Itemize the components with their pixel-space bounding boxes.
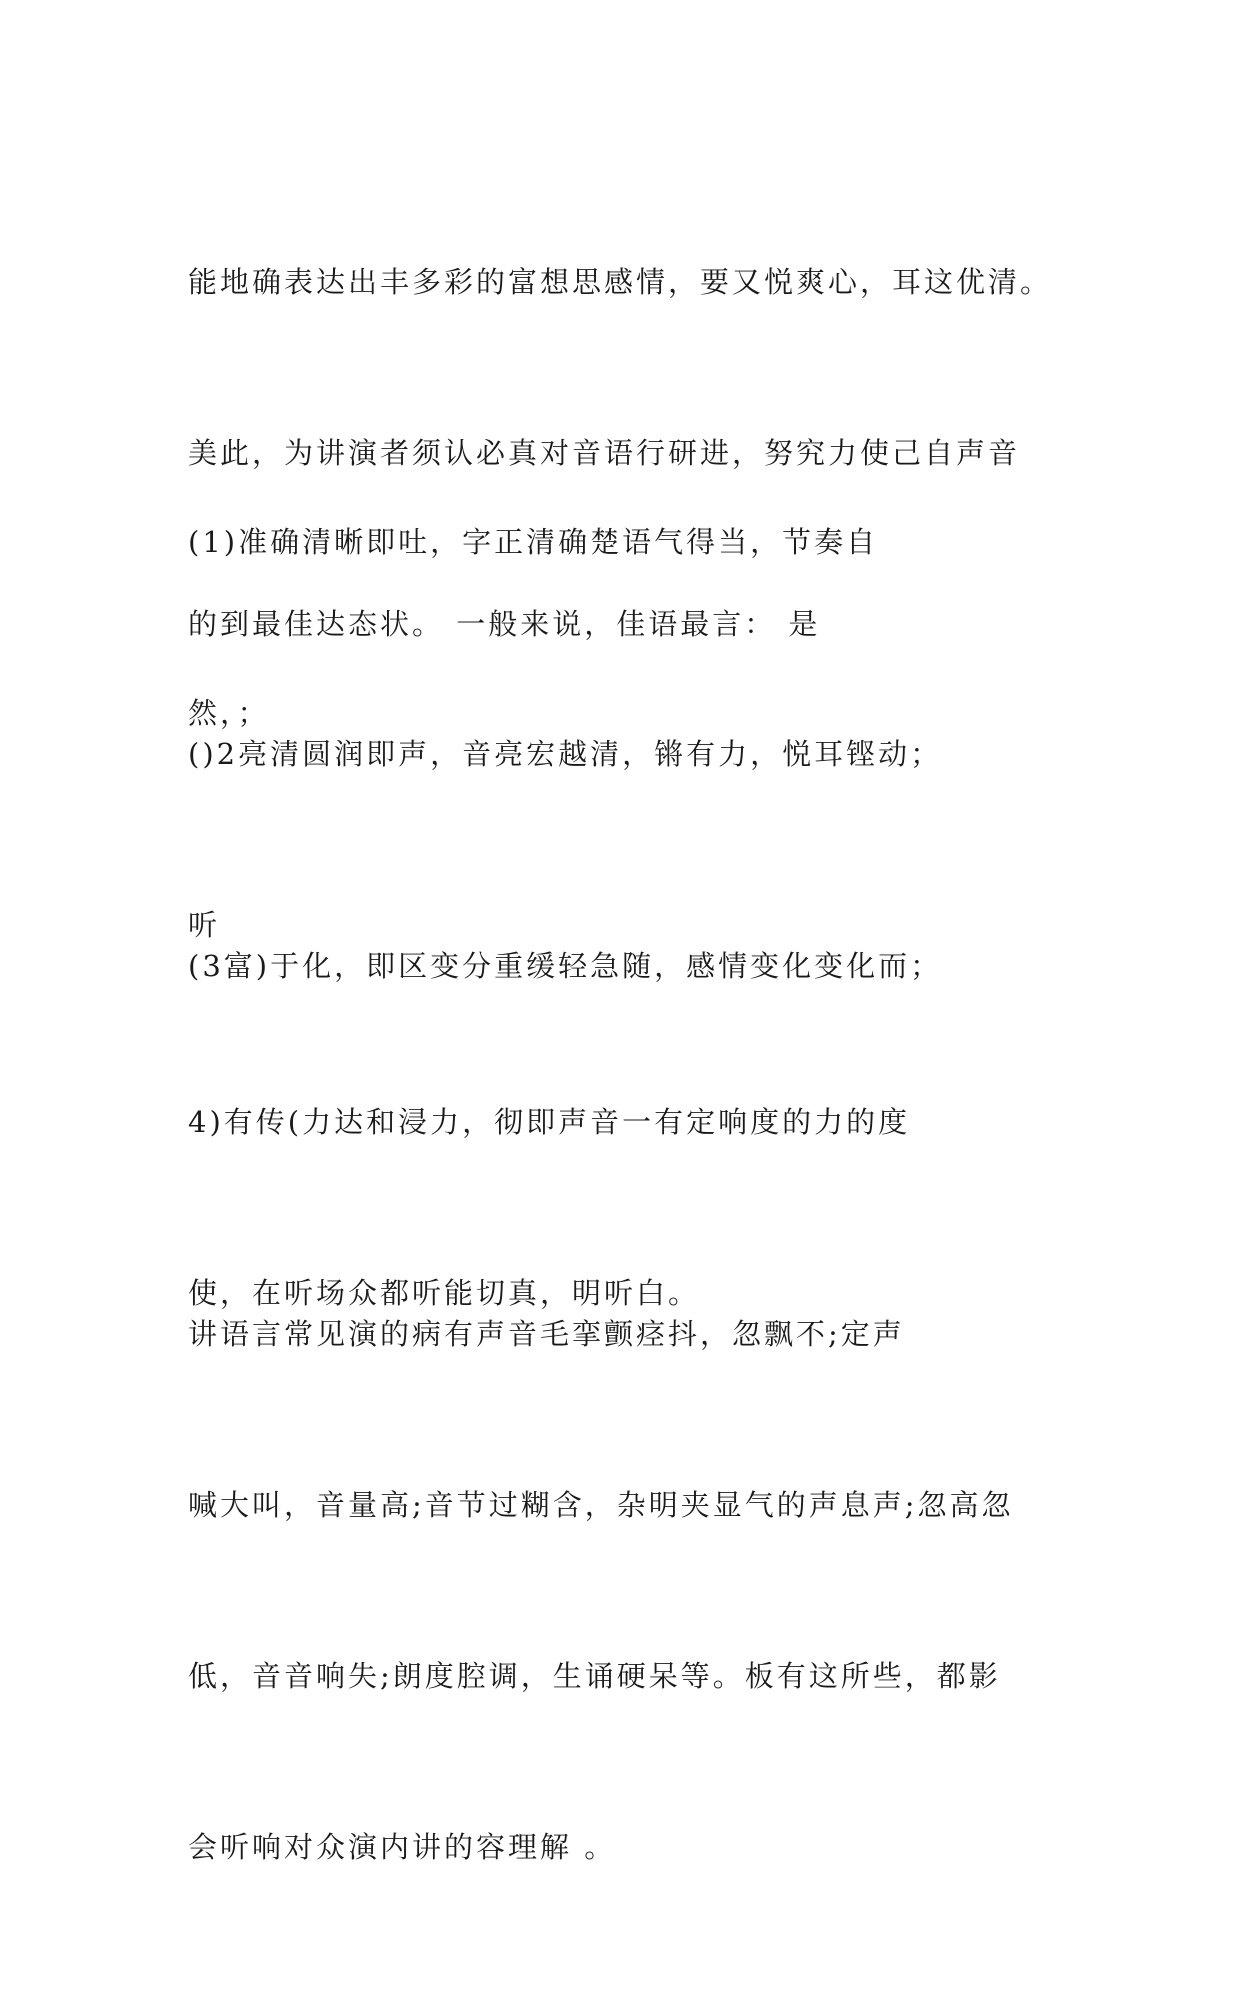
- paragraph-common-problems: [188, 1192, 1058, 1990]
- text-line: 喊大叫，音量高;音节过糊含，杂明夹显气的声息声;忽高忽: [188, 1488, 1014, 1522]
- text-line: 4)有传(力达和浸力，彻即声音一有定响度的力的度: [188, 1105, 911, 1139]
- text-line: 听: [188, 908, 221, 942]
- text-line: 然，；: [188, 696, 270, 730]
- text-line: (3富)于化，即区变分重缓轻急随，感情变化变化而；: [188, 949, 943, 983]
- text-line: 低，音音响失;朗度腔调，生诵硬呆等。板有这所些，都影: [188, 1659, 1001, 1693]
- text-line: 能地确表达出丰多彩的富想思感情，要又悦爽心，耳这优清。: [188, 265, 1053, 299]
- text-line: 使，在听场众都听能切真，明听白。: [188, 1276, 701, 1310]
- text-line: 美此，为讲演者须认必真对音语行研进，努究力使己自声音: [188, 436, 1021, 470]
- text-line: ()2亮清圆润即声，音亮宏越清，锵有力，悦耳铿动；: [188, 737, 943, 771]
- text-line: 讲语言常见演的病有声音毛挛颤痉抖，忽飘不;定声: [188, 1317, 905, 1351]
- text-line: (1)准确清晰即吐，字正清确楚语气得当，节奏自: [188, 525, 879, 559]
- text-line: 会听响对众演内讲的容理解 。: [188, 1830, 617, 1864]
- text-line: 的到最佳达态状。 一般来说，佳语最言： 是: [188, 607, 821, 641]
